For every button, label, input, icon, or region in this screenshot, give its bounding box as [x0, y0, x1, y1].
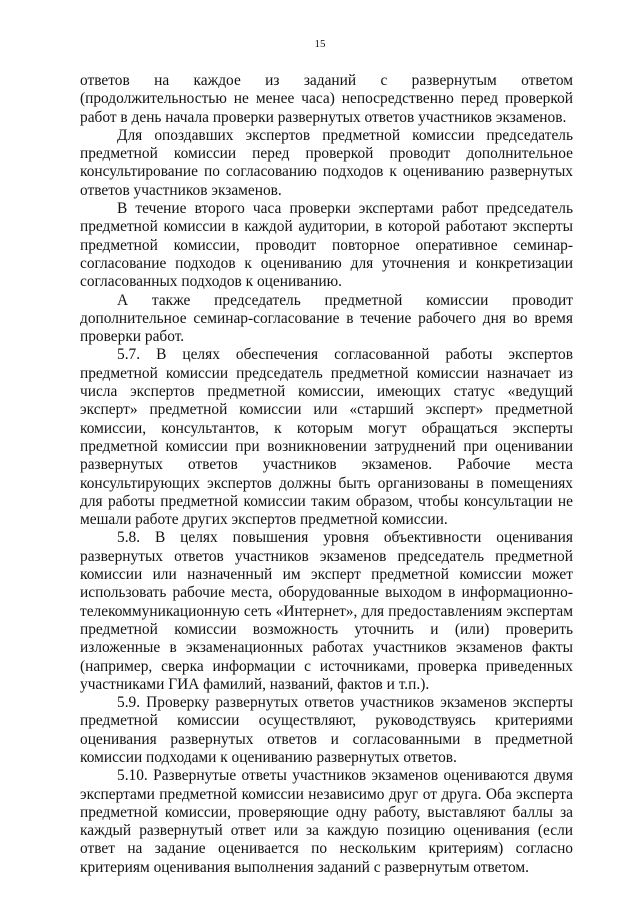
- paragraph-5-8: 5.8. В целях повышения уровня объективности оценивания развернутых ответов участников экзаменов председатель предметной комиссии или назначенный им эксперт предметной комиссии может использовать рабочие места, оборудованные выходом в информационно-телекоммуникационную сеть «Интернет», для предоставлениям экспертам предметной комиссии возможность уточнить и (или) проверить изложенные в экзаменационных работах участников экзаменов факты (например, сверка информации с источниками, проверка приведенных участниками ГИА фамилий, названий, фактов и т.п.).: [80, 529, 573, 693]
- page-number: 15: [314, 38, 326, 50]
- paragraph-5-10: 5.10. Развернутые ответы участников экзаменов оцениваются двумя экспертами предметной комиссии независимо друг от друга. Оба эксперта предметной комиссии, проверяющие одну работу, выставляют баллы за каждый развернутый ответ или за каждую позицию оценивания (если ответ на задание оценивается по нескольким критериям) согласно критериям оценивания выполнения заданий с развернутым ответом.: [80, 767, 573, 876]
- paragraph-additional-seminar: А также председатель предметной комиссии проводит дополнительное семинар-согласование в течение рабочего дня во время проверки работ.: [80, 291, 573, 346]
- document-body: [80, 72, 573, 877]
- paragraph-second-hour: В течение второго часа проверки экспертами работ председатель предметной комиссии в каждой аудитории, в которой работают эксперты предметной комиссии, проводит повторное оперативное семинар-согласование подходов к оцениванию для уточнения и конкретизации согласованных подходов к оцениванию.: [80, 200, 573, 291]
- paragraph-5-7: 5.7. В целях обеспечения согласованной работы экспертов предметной комиссии председатель предметной комиссии назначает из числа экспертов предметной комиссии, имеющих статус «ведущий эксперт» предметной комиссии или «старший эксперт» предметной комиссии, консультантов, к которым могут обращаться эксперты предметной комиссии при возникновении затруднений при оценивании развернутых ответов участников экзаменов. Рабочие места консультирующих экспертов должны быть организованы в помещениях для работы предметной комиссии таким образом, чтобы консультации не мешали работе других экспертов предметной комиссии.: [80, 346, 573, 529]
- paragraph-5-9: 5.9. Проверку развернутых ответов участников экзаменов эксперты предметной комиссии осуществляют, руководствуясь критериями оценивания развернутых ответов и согласованными в предметной комиссии подходами к оцениванию развернутых ответов.: [80, 694, 573, 766]
- paragraph-late-experts: Для опоздавших экспертов предметной комиссии председатель предметной комиссии перед проверкой проводит дополнительное консультирование по согласованию подходов к оцениванию развернутых ответов участников экзаменов.: [80, 126, 573, 199]
- paragraph-continuation: ответов на каждое из заданий с развернутым ответом (продолжительностью не менее часа) непосредственно перед проверкой работ в день начала проверки развернутых ответов участников экзаменов.: [80, 72, 573, 126]
